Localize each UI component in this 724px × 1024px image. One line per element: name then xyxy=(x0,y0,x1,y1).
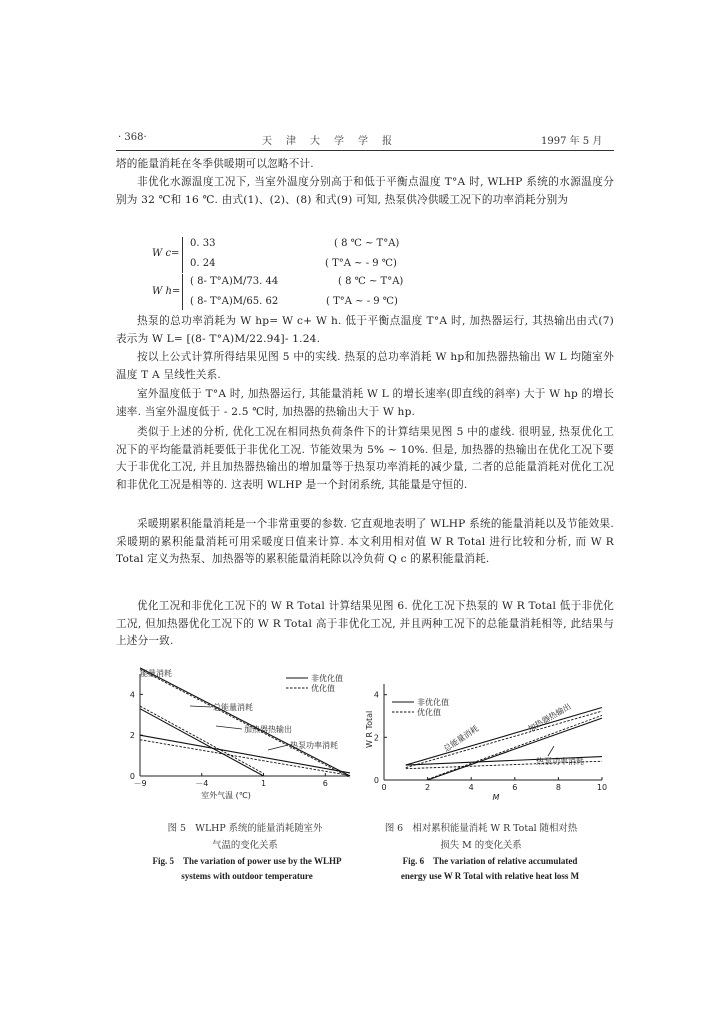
fig6-legend-label-1: 优化值 xyxy=(417,708,441,717)
eq-wc-label: W c= xyxy=(152,248,180,259)
fig5-x-tick-label-1: －4 xyxy=(195,779,209,788)
paragraph-3: 热泵的总功率消耗为 W hp= W c+ W h. 低于平衡点温度 T°A 时, 加热器运行, 其热输出由式(7) 表示为 W L= [(8- T°A)M/22.94]- 1.24. xyxy=(116,315,614,345)
fig5-x-label: 室外气温 (℃) xyxy=(201,791,251,800)
eq-wc-row2-condition: ( T°A ~ - 9 ℃) xyxy=(325,258,397,269)
figure-5-caption-en: Fig. 5 The variation of power use by the WLHP systems with outdoor temperature xyxy=(152,856,342,881)
fig6-x-tick-label-5: 10 xyxy=(596,783,608,792)
eq-wh-brace xyxy=(182,274,183,310)
eq-wh-row2-condition: ( T°A ~ - 9 ℃) xyxy=(326,296,398,307)
figure-6-caption-cn: 图 6 相对累积能量消耗 W R Total 随相对热 损失 M 的变化关系 xyxy=(384,823,578,851)
fig5-series-2 xyxy=(140,709,264,776)
fig6-legend-label-0: 非优化值 xyxy=(417,698,449,707)
fig5-y-tick-label-0: 0 xyxy=(129,772,135,781)
fig6-annotation-2: 热泵功率消耗 xyxy=(536,757,584,766)
fig6-annotation-leader-2 xyxy=(548,746,554,756)
page-number: · 368· xyxy=(118,132,147,143)
fig6-y-tick-label-0: 0 xyxy=(373,776,379,785)
fig6-x-tick-label-0: 0 xyxy=(381,783,387,792)
fig5-annotation-leader-1 xyxy=(216,726,242,729)
fig5-series-3 xyxy=(140,706,264,773)
fig6-y-tick-label-2: 4 xyxy=(373,690,379,700)
fig6-y-label: W R Total xyxy=(365,710,374,748)
eq-wc-row2-value: 0. 24 xyxy=(190,258,216,269)
journal-title: 天 津 大 学 学 报 xyxy=(262,136,394,147)
fig5-y-tick-label-1: 2 xyxy=(129,731,135,741)
fig6-text xyxy=(365,691,607,802)
eq-wc-row1-condition: ( 8 ℃ ~ T°A) xyxy=(334,238,400,249)
fig5-annotation-leader-2 xyxy=(268,745,288,750)
fig5-annotation-0: 总能量消耗 xyxy=(213,703,253,712)
issue-date: 1997 年 5 月 xyxy=(541,136,603,147)
fig5-legend-label-0: 非优化值 xyxy=(311,674,343,683)
fig5-legend-label-1: 优化值 xyxy=(311,684,335,693)
fig5-annotation-leader-0 xyxy=(190,706,211,707)
fig6-x-tick-label-1: 2 xyxy=(425,783,431,792)
fig6-series xyxy=(406,707,602,780)
fig5-x-tick-label-2: 1 xyxy=(260,779,267,788)
fig5-annotation-1: 加热器热输出 xyxy=(244,725,292,734)
eq-wc-brace xyxy=(182,237,183,273)
fig6-y-tick-label-1: 2 xyxy=(373,733,379,743)
header-rule xyxy=(116,150,614,151)
fig6-x-tick-label-2: 4 xyxy=(468,783,474,792)
paragraph-6: 类似于上述的分析, 优化工况在相同热负荷条件下的计算结果见图 5 中的虚线. 很明显, 热泵优化工况下的平均能量消耗要低于非优化工况. 节能效果为 5% ~ 10%. 但是, 加热器的热输出在优化工况下要大于非优化工况, 并且加热器热输出的增加量等于热泵功率消耗的减少量, 二者的总能量消耗对优化工况和非优化工况是相等的. 这表明 WLHP 是一个封闭系统, 其能量是守恒的. xyxy=(116,426,614,491)
eq-wh-label: W h= xyxy=(152,286,181,297)
paragraph-7: 采暖期累积能量消耗是一个非常重要的参数. 它直观地表明了 WLHP 系统的能量消耗以及节能效果. 采暖期的累积能量消耗可用采暖度日值来计算. 本文利用相对值 W R Total 进行比较和分析, 而 W R Total 定义为热泵、加热器等的累积能量消耗除以冷负荷 Q c 的累积能量消耗. xyxy=(116,518,614,566)
fig5-text xyxy=(130,668,343,800)
figure-5-chart xyxy=(118,664,358,804)
fig5-x-tick-label-0: －9 xyxy=(133,779,147,788)
eq-wc-row1-value: 0. 33 xyxy=(190,238,216,249)
paragraph-5: 室外温度低于 T°A 时, 加热器运行, 其能量消耗 W L 的增长速率(即直线的斜率) 大于 W hp 的增长速率. 当室外温度低于 - 2.5 ℃时, 加热器的热输出大于 W hp. xyxy=(116,388,614,418)
eq-wh-row2-value: ( 8- T°A)M/65. 62 xyxy=(190,296,279,307)
figure-5-caption-cn: 图 5 WLHP 系统的能量消耗随室外 气温的变化关系 xyxy=(167,823,323,851)
fig6-annotation-1: 加热器热输出 xyxy=(526,701,573,734)
fig5-x-tick-label-3: 6 xyxy=(322,779,328,788)
paragraph-1: 塔的能量消耗在冬季供暖期可以忽略不计. xyxy=(116,158,314,170)
fig5-y-tick-label-2: 4 xyxy=(129,690,135,700)
eq-wh-row1-value: ( 8- T°A)M/73. 44 xyxy=(190,276,279,287)
fig5-annotation-2: 热泵功率消耗 xyxy=(290,741,338,750)
fig6-annotation-0: 总能量消耗 xyxy=(442,723,481,754)
eq-wh-row1-condition: ( 8 ℃ ~ T°A) xyxy=(338,276,404,287)
figure-6-chart xyxy=(366,676,614,804)
fig6-x-tick-label-4: 8 xyxy=(555,783,561,792)
fig6-x-label: M xyxy=(492,793,500,802)
fig6-x-tick-label-3: 6 xyxy=(512,783,518,792)
paragraph-8: 优化工况和非优化工况下的 W R Total 计算结果见图 6. 优化工况下热泵的 W R Total 低于非优化工况, 但加热器优化工况下的 W R Total 高于非优化工况, 并且两种工况下的总能量消耗相等, 此结果与上述分一致. xyxy=(116,600,614,648)
paragraph-2: 非优化水源温度工况下, 当室外温度分别高于和低于平衡点温度 T°A 时, WLHP 系统的水源温度分别为 32 ℃和 16 ℃. 由式(1)、(2)、(8) 和式(9) 可知, 热泵供冷供暖工况下的功率消耗分别为 xyxy=(116,176,614,206)
fig5-y-label: 能量消耗 xyxy=(140,669,172,678)
figure-6-caption-en: Fig. 6 The variation of relative accumulated energy use W R Total with relative heat loss M xyxy=(400,856,580,881)
paragraph-4: 按以上公式计算所得结果见图 5 中的实线. 热泵的总功率消耗 W hp和加热器热输出 W L 均随室外温度 T A 呈线性关系. xyxy=(116,351,614,381)
